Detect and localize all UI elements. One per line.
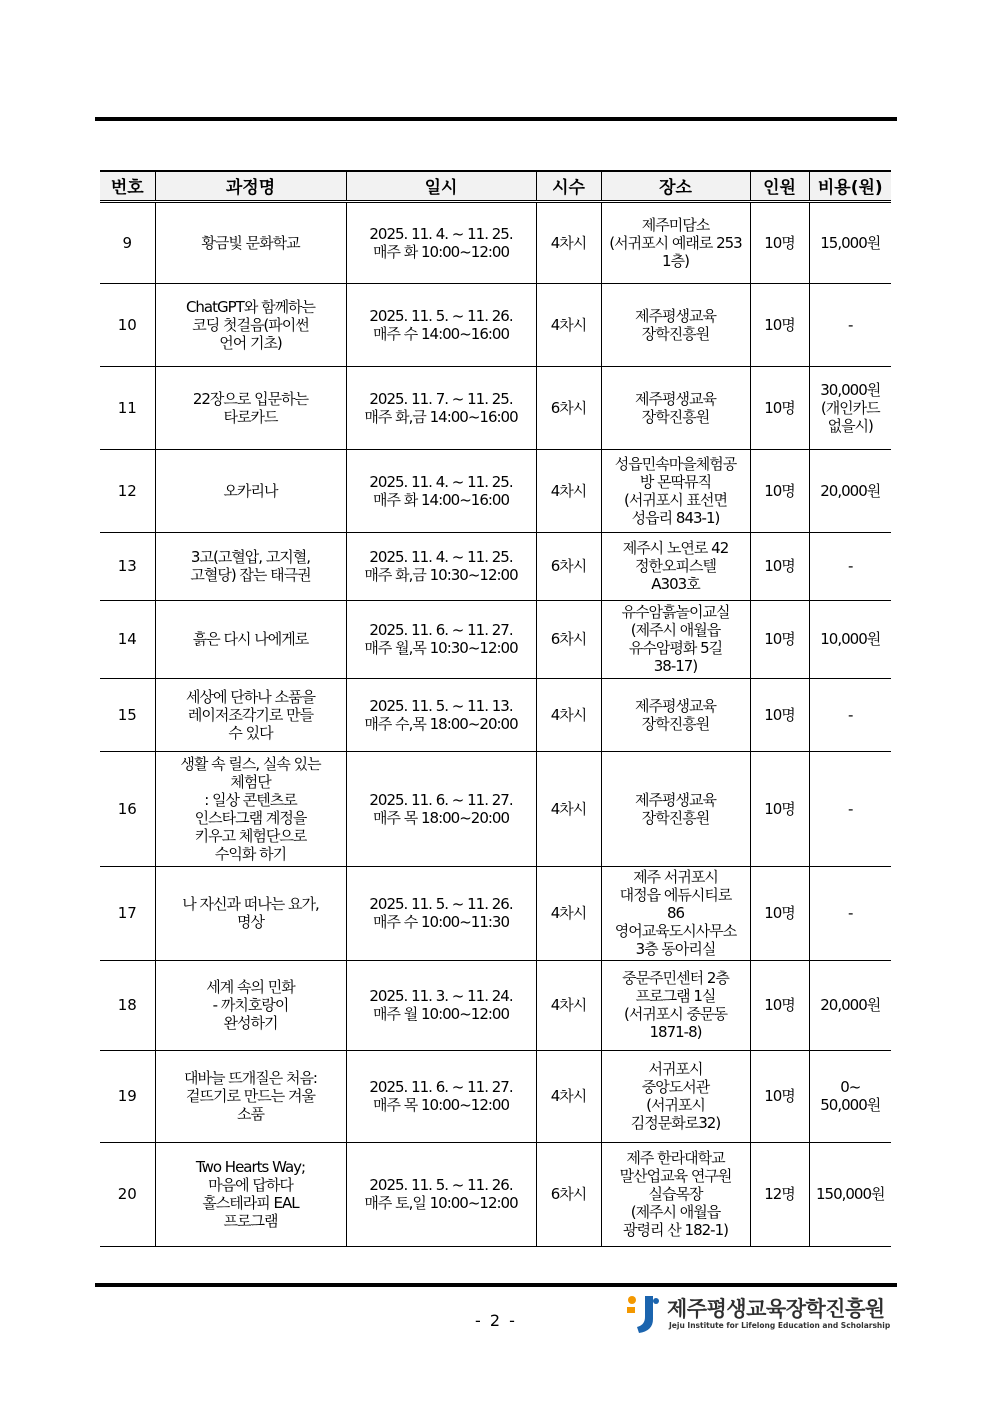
table-row: [100, 532, 891, 600]
cell-hours: 6차시: [536, 366, 601, 449]
cell-place: [601, 283, 750, 366]
cell-place-line: 중문주민센터 2층: [622, 969, 729, 987]
cell-place-line: 제주 한라대학교: [626, 1149, 725, 1167]
cell-place-line: (서귀포시 예래로 253: [609, 233, 742, 252]
cell-cost-line: 없을시): [827, 416, 873, 435]
cell-place-line: 제주평생교육: [635, 306, 716, 325]
cell-place-line: (제주시 애월읍: [630, 1203, 721, 1221]
cell-cost-line: 150,000원: [815, 1185, 885, 1203]
cell-course-line: ChatGPT와 함께하는: [185, 297, 316, 316]
cell-date-line: 2025. 11. 6. ~ 11. 27.: [369, 790, 513, 809]
cell-date-line: 2025. 11. 5. ~ 11. 26.: [369, 895, 513, 913]
cell-cost: [809, 960, 891, 1050]
cell-date-line: 2025. 11. 4. ~ 11. 25.: [369, 548, 513, 566]
cell-course-line: 키우고 체험단으로: [194, 826, 307, 845]
cell-place: [601, 866, 750, 960]
cell-place-line: 유수암흙놀이교실: [621, 603, 730, 621]
cell-cost: [809, 751, 891, 866]
cell-place-line: 김정문화로32): [630, 1114, 721, 1132]
cell-hours: 6차시: [536, 532, 601, 600]
cell-people: 10명: [750, 751, 809, 866]
cell-date-line: 매주 월 10:00~12:00: [372, 1005, 510, 1023]
table-body: [100, 201, 891, 1246]
cell-place-line: (서귀포시: [646, 1096, 705, 1114]
cell-cost: [809, 283, 891, 366]
cell-place-line: 성읍리 843-1): [631, 508, 720, 527]
cell-place-line: 3층 동아리실: [635, 940, 716, 958]
cell-hours: 6차시: [536, 600, 601, 678]
cell-course: [155, 866, 346, 960]
cell-cost-line: -: [848, 904, 853, 922]
cell-cost: [809, 1142, 891, 1246]
cell-course-line: 오카리나: [223, 481, 278, 500]
cell-cost-line: 20,000원: [820, 481, 881, 500]
cell-hours: 4차시: [536, 751, 601, 866]
cell-date-line: 매주 토,일 10:00~12:00: [364, 1194, 518, 1212]
cell-course-line: 언어 기초): [219, 333, 282, 352]
cell-date-line: 매주 수 10:00~11:30: [372, 913, 510, 931]
cell-cost-line: (개인카드: [820, 398, 880, 417]
cell-cost-line: 10,000원: [820, 630, 881, 648]
cell-course-line: 소품: [237, 1105, 264, 1123]
cell-place-line: A303호: [651, 575, 700, 593]
cell-date-line: 매주 목 18:00~20:00: [372, 808, 510, 827]
cell-date-line: 2025. 11. 4. ~ 11. 25.: [369, 472, 513, 491]
header-course: 과정명: [155, 171, 346, 201]
cell-course-line: 체험단: [230, 772, 271, 791]
cell-place-line: 86: [666, 904, 685, 922]
cell-hours: 4차시: [536, 1050, 601, 1142]
cell-number: 17: [100, 866, 155, 960]
cell-date-line: 2025. 11. 7. ~ 11. 25.: [369, 389, 513, 408]
cell-date-line: 매주 화 14:00~16:00: [372, 490, 510, 509]
cell-people: 12명: [750, 1142, 809, 1246]
cell-course-line: 레이저조각기로 만들: [187, 705, 314, 724]
cell-course: [155, 283, 346, 366]
header-number: 번호: [100, 171, 155, 201]
cell-date-line: 매주 월,목 10:30~12:00: [364, 639, 518, 657]
cell-place: [601, 751, 750, 866]
cell-course: [155, 751, 346, 866]
table-row: [100, 1142, 891, 1246]
header-date: 일시: [346, 171, 536, 201]
cell-course-line: 세계 속의 민화: [206, 978, 295, 996]
cell-course-line: 수 있다: [228, 723, 273, 742]
cell-cost-line: -: [848, 315, 853, 334]
cell-course-line: 겉뜨기로 만드는 겨울: [186, 1087, 315, 1105]
cell-cost: [809, 366, 891, 449]
cell-date-line: 매주 화 10:00~12:00: [372, 242, 510, 261]
table-row: [100, 449, 891, 532]
cell-date: [346, 449, 536, 532]
cell-number: 20: [100, 1142, 155, 1246]
cell-number: 12: [100, 449, 155, 532]
cell-place-line: 장학진흥원: [641, 714, 710, 733]
cell-course-line: 수익화 하기: [214, 844, 287, 863]
cell-cost: [809, 866, 891, 960]
cell-number: 18: [100, 960, 155, 1050]
cell-course-line: 생활 속 릴스, 실속 있는: [180, 754, 321, 773]
page-number: - 2 -: [475, 1311, 517, 1330]
cell-place-line: 실습목장: [648, 1185, 703, 1203]
cell-place-line: (서귀포시 중문동: [623, 1005, 728, 1023]
cell-date-line: 2025. 11. 5. ~ 11. 13.: [369, 696, 513, 715]
cell-date: [346, 960, 536, 1050]
table-row: [100, 960, 891, 1050]
cell-place: [601, 1050, 750, 1142]
cell-cost-line: 20,000원: [820, 996, 881, 1014]
cell-place-line: 방 몬딱뮤직: [639, 472, 712, 491]
header-hours: 시수: [536, 171, 601, 201]
cell-course-line: 나 자신과 떠나는 요가,: [182, 895, 319, 913]
cell-course-line: 3고(고혈압, 고지혈,: [190, 548, 311, 566]
cell-course: [155, 532, 346, 600]
cell-hours: 4차시: [536, 960, 601, 1050]
cell-course-line: 마음에 답하다: [208, 1176, 293, 1194]
cell-date: [346, 201, 536, 283]
cell-place-line: 대정읍 에듀시티로: [619, 886, 732, 904]
cell-date-line: 2025. 11. 5. ~ 11. 26.: [369, 306, 513, 325]
cell-date-line: 2025. 11. 5. ~ 11. 26.: [369, 1176, 513, 1194]
institute-emblem-icon: [623, 1293, 661, 1335]
cell-course-line: 흙은 다시 나에게로: [192, 630, 309, 648]
table-row: [100, 201, 891, 283]
cell-course-line: 프로그램: [223, 1212, 278, 1230]
cell-people: 10명: [750, 532, 809, 600]
cell-hours: 6차시: [536, 1142, 601, 1246]
course-table: [100, 170, 891, 1247]
cell-date: [346, 751, 536, 866]
cell-course-line: Two Hearts Way;: [195, 1158, 306, 1176]
cell-place-line: 영어교육도시사무소: [614, 922, 737, 940]
cell-number: 14: [100, 600, 155, 678]
cell-place-line: 프로그램 1실: [635, 987, 716, 1005]
cell-date-line: 2025. 11. 6. ~ 11. 27.: [369, 621, 513, 639]
table-row: [100, 1050, 891, 1142]
cell-course: [155, 678, 346, 751]
cell-place: [601, 449, 750, 532]
cell-people: 10명: [750, 866, 809, 960]
cell-number: 15: [100, 678, 155, 751]
cell-date: [346, 1142, 536, 1246]
cell-date-line: 매주 수 14:00~16:00: [372, 324, 510, 343]
cell-number: 11: [100, 366, 155, 449]
cell-place-line: 제주평생교육: [635, 696, 716, 715]
cell-date: [346, 678, 536, 751]
cell-date: [346, 1050, 536, 1142]
table-row: [100, 678, 891, 751]
cell-course-line: 세상에 단하나 소품을: [186, 687, 315, 706]
cell-place-line: 중앙도서관: [641, 1078, 710, 1096]
cell-number: 10: [100, 283, 155, 366]
table-row: [100, 866, 891, 960]
cell-people: 10명: [750, 449, 809, 532]
cell-date-line: 매주 화,금 10:30~12:00: [364, 566, 518, 584]
table-row: [100, 283, 891, 366]
cell-date: [346, 532, 536, 600]
cell-date-line: 2025. 11. 6. ~ 11. 27.: [369, 1078, 513, 1096]
cell-number: 16: [100, 751, 155, 866]
header-cost: 비용(원): [809, 171, 891, 201]
cell-place-line: 제주미담소: [641, 215, 710, 234]
cell-place-line: 제주평생교육: [635, 790, 716, 809]
cell-cost: [809, 1050, 891, 1142]
cell-place-line: 성읍민속마을체험공: [614, 454, 737, 473]
cell-place-line: 1층): [662, 251, 689, 270]
bottom-rule: [95, 1283, 897, 1287]
cell-course-line: 타로카드: [223, 407, 278, 426]
cell-cost: [809, 449, 891, 532]
cell-date-line: 2025. 11. 4. ~ 11. 25.: [369, 224, 513, 243]
cell-place: [601, 960, 750, 1050]
cell-people: 10명: [750, 960, 809, 1050]
cell-course-line: : 일상 콘텐츠로: [204, 790, 297, 809]
cell-cost: [809, 201, 891, 283]
logo-subtitle: Jeju Institute for Lifelong Education and Scholarship: [669, 1321, 891, 1330]
logo-name: 제주평생교육장학진흥원: [667, 1297, 885, 1321]
cell-place-line: 38-17): [653, 657, 698, 675]
cell-place-line: 말산업교육 연구원: [619, 1167, 732, 1185]
cell-people: 10명: [750, 283, 809, 366]
table-row: [100, 600, 891, 678]
cell-cost-line: -: [848, 557, 853, 575]
cell-people: 10명: [750, 600, 809, 678]
cell-place-line: 1871-8): [649, 1023, 702, 1041]
cell-number: 9: [100, 201, 155, 283]
cell-place-line: 제주 서귀포시: [633, 868, 718, 886]
cell-place-line: (서귀포시 표선면: [623, 490, 728, 509]
cell-date-line: 매주 화,금 14:00~16:00: [364, 407, 518, 426]
cell-cost-line: 30,000원: [820, 380, 881, 399]
cell-place-line: 장학진흥원: [641, 324, 710, 343]
cell-date: [346, 866, 536, 960]
cell-place-line: 정한오피스텔: [635, 557, 716, 575]
cell-place-line: 제주평생교육: [635, 389, 716, 408]
cell-course-line: 인스타그램 계정을: [194, 808, 307, 827]
cell-place-line: (제주시 애월읍: [630, 621, 721, 639]
cell-course-line: 명상: [237, 913, 264, 931]
cell-place: [601, 600, 750, 678]
cell-cost-line: 50,000원: [820, 1096, 881, 1114]
header-place: 장소: [601, 171, 750, 201]
cell-people: 10명: [750, 366, 809, 449]
cell-course: [155, 449, 346, 532]
cell-date: [346, 283, 536, 366]
cell-course-line: - 까치호랑이: [212, 996, 289, 1014]
cell-course: [155, 960, 346, 1050]
cell-cost-line: -: [848, 705, 853, 724]
cell-course-line: 황금빛 문화학교: [201, 233, 300, 252]
cell-course-line: 홀스테라피 EAL: [202, 1194, 299, 1212]
cell-course: [155, 600, 346, 678]
cell-place: [601, 201, 750, 283]
cell-date-line: 2025. 11. 3. ~ 11. 24.: [369, 987, 513, 1005]
cell-course-line: 22장으로 입문하는: [192, 389, 309, 408]
table-row: [100, 366, 891, 449]
top-rule: [95, 117, 897, 121]
cell-place: [601, 678, 750, 751]
cell-course: [155, 201, 346, 283]
cell-date: [346, 600, 536, 678]
cell-course: [155, 1050, 346, 1142]
cell-place: [601, 532, 750, 600]
cell-cost: [809, 600, 891, 678]
cell-people: 10명: [750, 678, 809, 751]
cell-cost-line: -: [848, 799, 853, 818]
cell-course: [155, 1142, 346, 1246]
cell-number: 13: [100, 532, 155, 600]
header-row: [100, 171, 891, 201]
cell-place-line: 서귀포시: [648, 1060, 703, 1078]
cell-place-line: 유수암평화 5길: [628, 639, 723, 657]
cell-hours: 4차시: [536, 201, 601, 283]
cell-hours: 4차시: [536, 449, 601, 532]
cell-place-line: 광령리 산 182-1): [623, 1221, 728, 1239]
cell-place-line: 제주시 노연로 42: [622, 539, 729, 557]
cell-place: [601, 366, 750, 449]
header-people: 인원: [750, 171, 809, 201]
cell-date-line: 매주 목 10:00~12:00: [372, 1096, 510, 1114]
cell-people: 10명: [750, 1050, 809, 1142]
institute-logo: [623, 1291, 893, 1337]
cell-hours: 4차시: [536, 866, 601, 960]
cell-place-line: 장학진흥원: [641, 808, 710, 827]
cell-course-line: 대바늘 뜨개질은 처음:: [183, 1069, 317, 1087]
cell-date-line: 매주 수,목 18:00~20:00: [364, 714, 518, 733]
cell-cost: [809, 678, 891, 751]
cell-course-line: 코딩 첫걸음(파이썬: [192, 315, 309, 334]
cell-date: [346, 366, 536, 449]
cell-cost: [809, 532, 891, 600]
cell-course: [155, 366, 346, 449]
cell-people: 10명: [750, 201, 809, 283]
table-row: [100, 751, 891, 866]
cell-hours: 4차시: [536, 678, 601, 751]
cell-course-line: 완성하기: [223, 1014, 278, 1032]
cell-number: 19: [100, 1050, 155, 1142]
cell-course-line: 고혈당) 잡는 태극권: [190, 566, 311, 584]
cell-place: [601, 1142, 750, 1246]
cell-hours: 4차시: [536, 283, 601, 366]
cell-cost-line: 0~: [840, 1078, 861, 1096]
cell-cost-line: 15,000원: [820, 233, 881, 252]
cell-place-line: 장학진흥원: [641, 407, 710, 426]
